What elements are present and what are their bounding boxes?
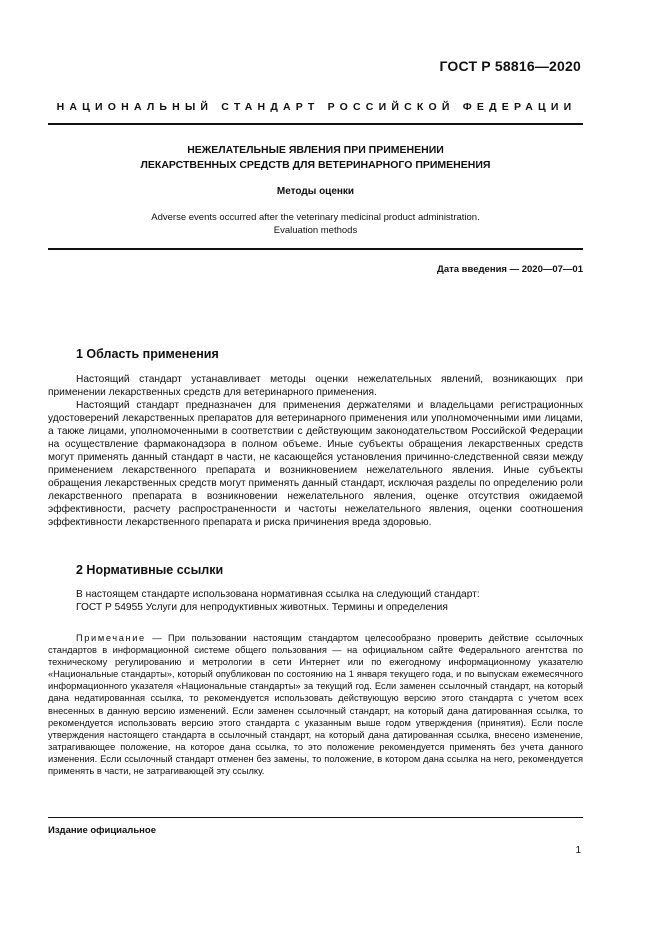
document-title	[48, 143, 583, 173]
note-text: — При пользовании настоящим стандартом целесообразно проверить действие ссылочных стандартов в информационной системе общего пользования — на официальном сайте Федерального агентства по техническому регулированию и метрологии в сети Интернет или по ежегодному информационному указателю «Национальные стандарты», который опубликован по состоянию на 1 января текущего года, и по выпускам ежемесячного информационного указателя «Национальные стандарты» за текущий год. Если заменен ссылочный стандарт, на который дана недатированная ссылка, то рекомендуется использовать действующую версию этого стандарта с учетом всех внесенных в данную версию изменений. Если заменен ссылочный стандарт, на который дана датированная ссылка, то рекомендуется использовать версию этого стандарта с указанным выше годом утверждения (принятия). Если после утверждения настоящего стандарта в ссылочный стандарт, на который дана датированная ссылка, внесено изменение, затрагивающее положение, на которое дана ссылка, то это положение рекомендуется применять без учета данного изменения. Если ссылочный стандарт отменен без замены, то положение, в котором дана ссылка на него, рекомендуется применять в части, не затрагивающей эту ссылку.	[48, 633, 583, 777]
effective-date: Дата введения — 2020—07—01	[437, 264, 583, 275]
official-edition-label: Издание официальное	[48, 825, 156, 836]
section-1-body	[48, 373, 583, 529]
section-1-paragraph-1: Настоящий стандарт устанавливает методы оценки нежелательных явлений, возникающих при применении лекарственных средств для ветеринарного применения.	[48, 374, 583, 398]
english-title-line-2: Evaluation methods	[273, 225, 358, 236]
note-label: Примечание	[76, 633, 146, 643]
english-title	[48, 211, 583, 237]
standard-number: ГОСТ Р 58816—2020	[439, 58, 581, 74]
title-line-1: НЕЖЕЛАТЕЛЬНЫЕ ЯВЛЕНИЯ ПРИ ПРИМЕНЕНИИ	[187, 144, 444, 156]
title-divider	[48, 248, 583, 250]
national-standard-banner: НАЦИОНАЛЬНЫЙ СТАНДАРТ РОССИЙСКОЙ ФЕДЕРАЦИИ	[56, 101, 577, 113]
section-1-heading: 1 Область применения	[76, 347, 219, 361]
page-number: 1	[575, 845, 581, 856]
top-divider	[48, 123, 583, 125]
section-2-paragraph-1: В настоящем стандарте использована нормативная ссылка на следующий стандарт:	[76, 589, 480, 600]
section-2-body	[48, 588, 583, 614]
english-title-line-1: Adverse events occurred after the veterinary medicinal product administration.	[151, 212, 480, 223]
document-subtitle: Методы оценки	[276, 186, 355, 197]
section-2-note	[48, 632, 583, 777]
section-2-paragraph-2: ГОСТ Р 54955 Услуги для непродуктивных животных. Термины и определения	[76, 602, 448, 613]
footer-divider	[48, 817, 583, 818]
title-line-2: ЛЕКАРСТВЕННЫХ СРЕДСТВ ДЛЯ ВЕТЕРИНАРНОГО ПРИМЕНЕНИЯ	[140, 159, 491, 171]
section-1-paragraph-2: Настоящий стандарт предназначен для применения держателями и владельцами регистрационных удостоверений лекарственных препаратов для ветеринарного применения или уполномоченными ими лицами, а также лицами, уполномоченными в соответствии с действующим законодательством Российской Федерации на осуществление фармаконадзора в полном объеме. Иные субъекты обращения лекарственных средств могут применять данный стандарт в части, не касающейся установления причинно-следственной связи между применением лекарственного препарата и возникновением нежелательного явления. Иные субъекты обращения лекарственных средств могут применять данный стандарт, исключая разделы по определению роли лекарственного препарата в возникновении нежелательного явления, оценке отсутствия ожидаемой эффективности, расчету распространенности и частоты нежелательного явления, оценки соотношения эффективности лекарственного препарата и риска причинения вреда здоровью.	[48, 400, 583, 528]
section-2-heading: 2 Нормативные ссылки	[76, 563, 224, 577]
